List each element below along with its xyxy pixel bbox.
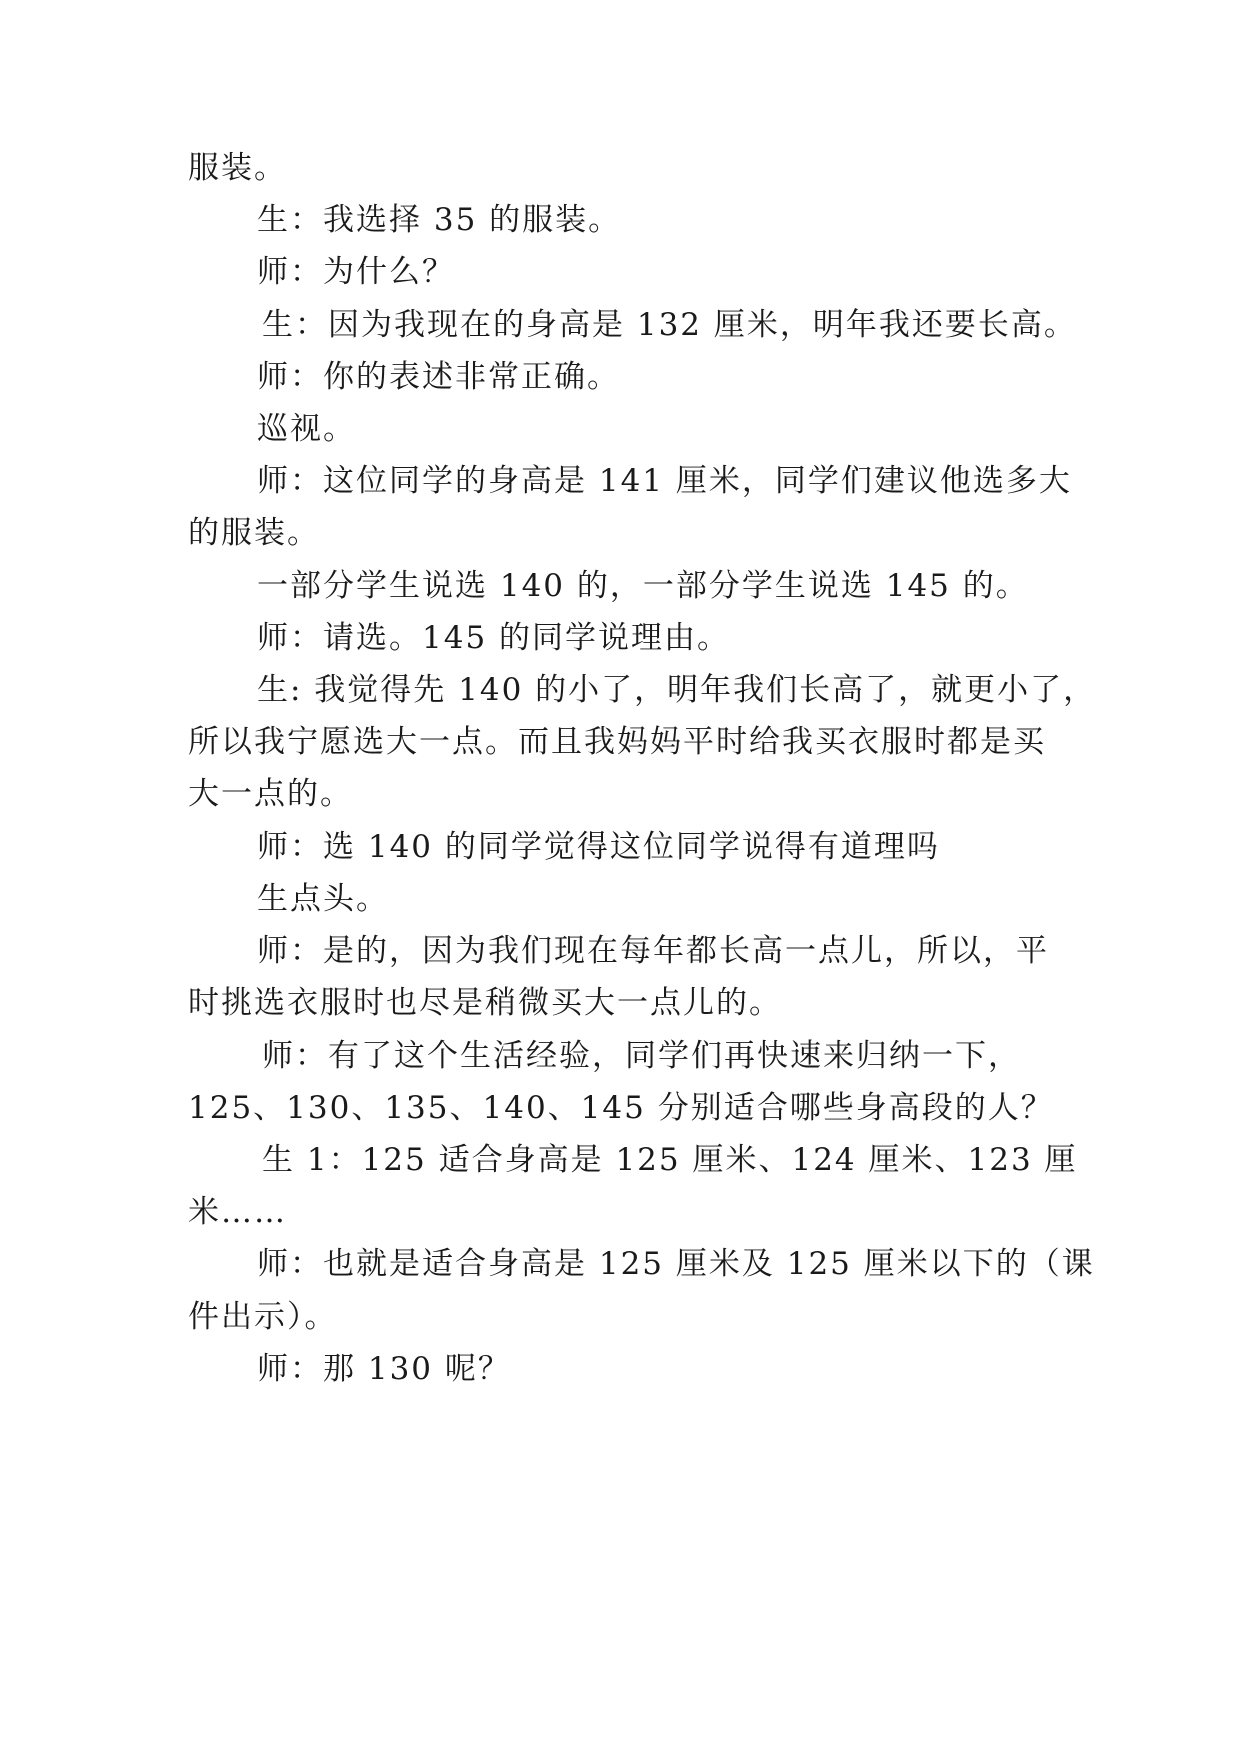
text-line: 125、130、135、140、145 分别适合哪些身高段的人？ xyxy=(188,1090,1054,1126)
text-line: 一部分学生说选 140 的，一部分学生说选 145 的。 xyxy=(257,568,1029,604)
text-line: 师：你的表述非常正确。 xyxy=(257,359,620,395)
text-line: 服装。 xyxy=(188,150,287,186)
text-line: 生: 我觉得先 140 的小了，明年我们长高了，就更小了， xyxy=(257,672,1097,708)
text-line: 时挑选衣服时也尽是稍微买大一点儿的。 xyxy=(188,985,782,1021)
text-line: 生 1：125 适合身高是 125 厘米、124 厘米、123 厘 xyxy=(262,1142,1078,1178)
text-line: 生：我选择 35 的服装。 xyxy=(257,202,622,238)
text-line: 大一点的。 xyxy=(188,776,353,812)
text-line: 师：请选。145 的同学说理由。 xyxy=(257,620,731,656)
text-line: 师：是的，因为我们现在每年都长高一点儿，所以，平 xyxy=(257,933,1049,969)
text-line: 生：因为我现在的身高是 132 厘米，明年我还要长高。 xyxy=(262,307,1077,343)
text-line: 师：有了这个生活经验，同学们再快速来归纳一下， xyxy=(262,1038,1021,1074)
text-line: 生点头。 xyxy=(257,881,389,917)
text-line: 所以我宁愿选大一点。而且我妈妈平时给我买衣服时都是买 xyxy=(188,724,1046,760)
text-line: 师：那 130 呢？ xyxy=(257,1351,511,1387)
text-line: 师：也就是适合身高是 125 厘米及 125 厘米以下的（课 xyxy=(257,1246,1095,1282)
text-line: 件出示）。 xyxy=(188,1299,338,1335)
text-line: 师：为什么？ xyxy=(257,254,455,290)
text-line: 的服装。 xyxy=(188,515,320,551)
text-line: 师：这位同学的身高是 141 厘米，同学们建议他选多大 xyxy=(257,463,1072,499)
text-line: 巡视。 xyxy=(257,411,356,447)
text-line: 米…… xyxy=(188,1194,287,1230)
text-line: 师：选 140 的同学觉得这位同学说得有道理吗 xyxy=(257,829,940,865)
